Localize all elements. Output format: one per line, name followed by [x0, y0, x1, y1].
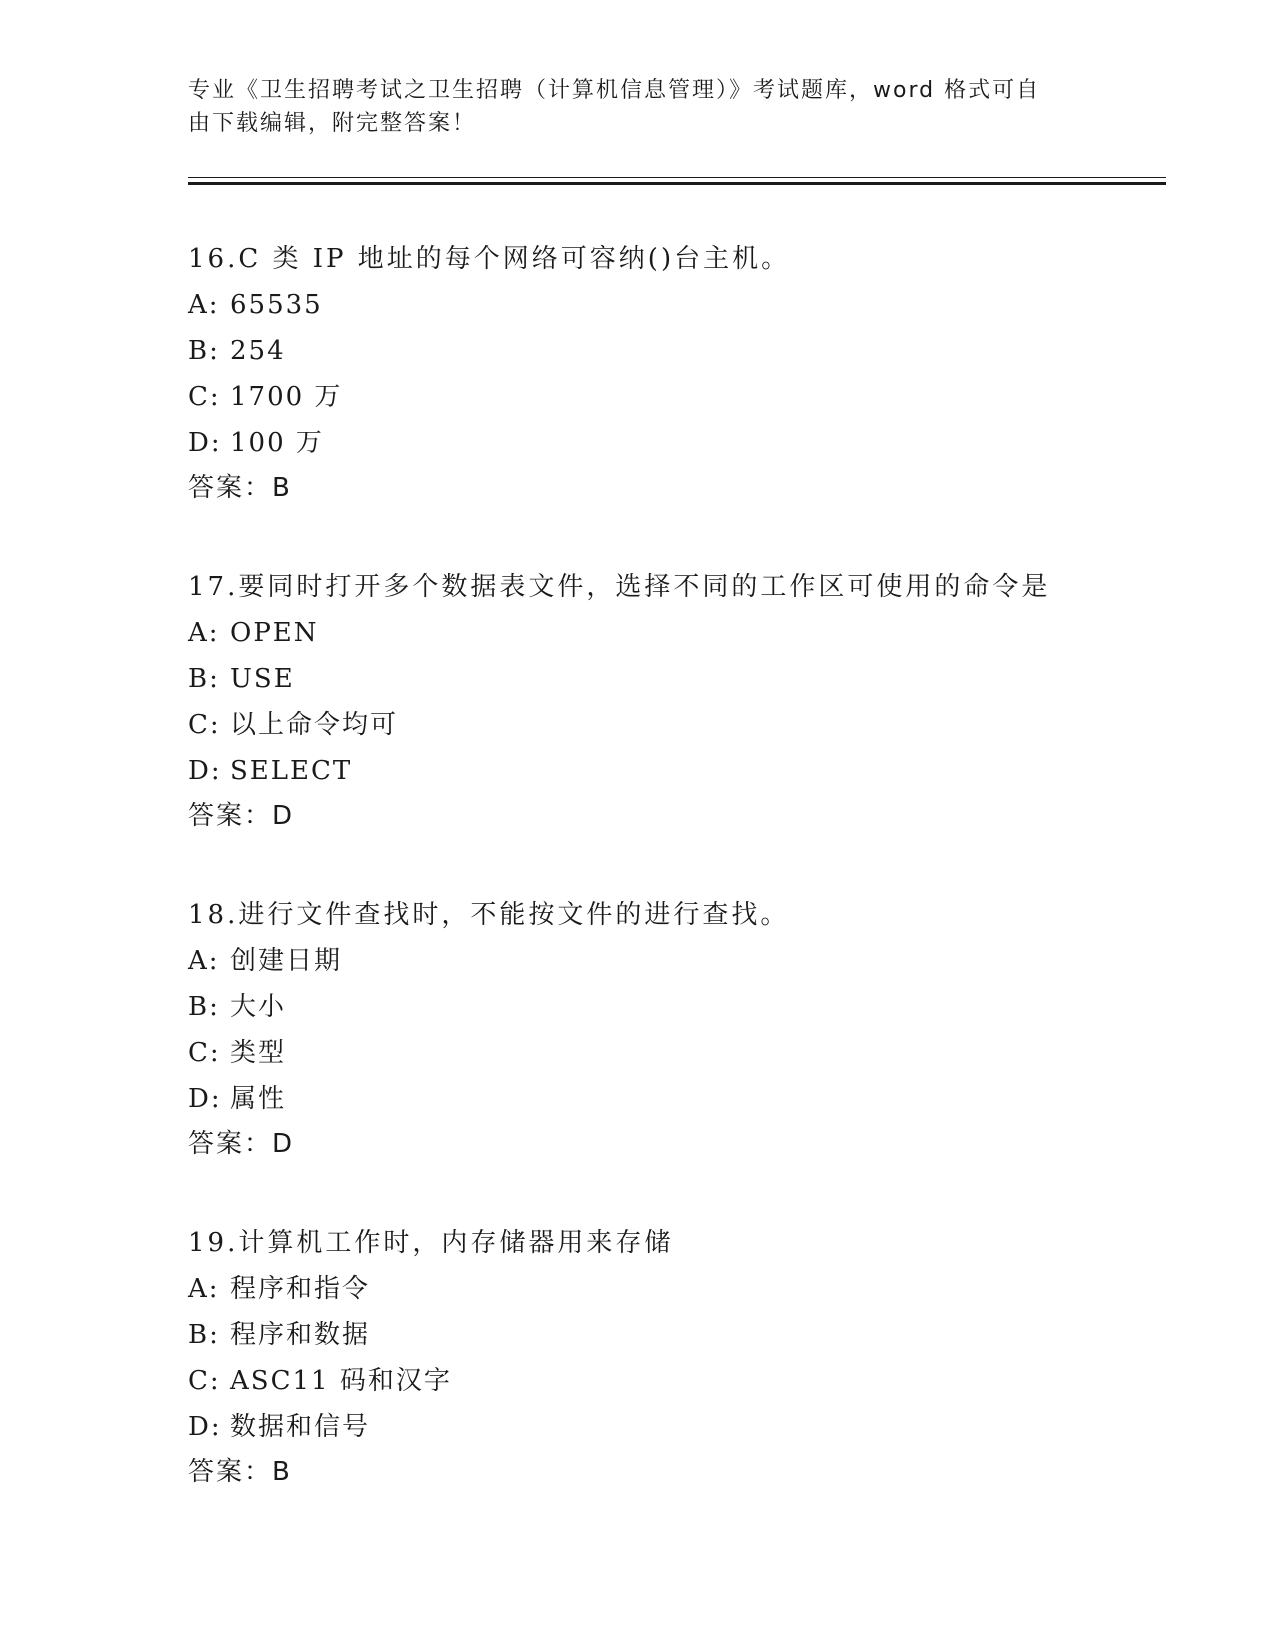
option-text: 属性	[230, 1084, 287, 1114]
option-letter: D:	[188, 1084, 222, 1114]
header-line-2: 由下载编辑，附完整答案！	[188, 111, 477, 136]
option-d	[188, 748, 1168, 794]
option-letter: C:	[188, 1366, 221, 1396]
header-divider-thin	[188, 177, 1166, 178]
option-letter: D:	[188, 1412, 222, 1442]
option-d	[188, 420, 1168, 466]
option-text: USE	[230, 664, 295, 694]
option-a	[188, 282, 1168, 328]
option-letter: C:	[188, 710, 221, 740]
question-list	[188, 236, 1168, 1548]
option-a	[188, 1266, 1168, 1312]
question-19	[188, 1220, 1168, 1494]
option-letter: C:	[188, 382, 221, 412]
option-text: 程序和指令	[230, 1274, 371, 1304]
answer: 答案：B	[188, 1457, 292, 1487]
option-b	[188, 656, 1168, 702]
option-text: 类型	[230, 1038, 287, 1068]
option-a	[188, 610, 1168, 656]
option-letter: A:	[188, 618, 220, 648]
option-text: 100 万	[230, 428, 324, 458]
question-stem: 19.计算机工作时，内存储器用来存储	[188, 1228, 674, 1258]
option-letter: D:	[188, 756, 222, 786]
option-letter: D:	[188, 428, 222, 458]
document-header	[188, 74, 1088, 140]
option-text: 254	[230, 336, 286, 366]
option-b	[188, 1312, 1168, 1358]
header-line-1: 专业《卫生招聘考试之卫生招聘（计算机信息管理）》考试题库，word 格式可自	[188, 78, 1041, 103]
option-text: 程序和数据	[230, 1320, 371, 1350]
option-text: SELECT	[230, 756, 353, 786]
option-text: 创建日期	[230, 946, 343, 976]
option-text: 1700 万	[230, 382, 343, 412]
option-text: ASC11 码和汉字	[230, 1366, 452, 1396]
option-c	[188, 1358, 1168, 1404]
option-letter: A:	[188, 1274, 220, 1304]
option-b	[188, 328, 1168, 374]
option-d	[188, 1404, 1168, 1450]
question-stem: 18.进行文件查找时，不能按文件的进行查找。	[188, 900, 790, 930]
option-c	[188, 702, 1168, 748]
option-a	[188, 938, 1168, 984]
option-letter: A:	[188, 290, 220, 320]
question-18	[188, 892, 1168, 1166]
answer: 答案：B	[188, 473, 292, 503]
option-letter: B:	[188, 664, 220, 694]
option-letter: B:	[188, 336, 220, 366]
header-divider-thick	[188, 182, 1166, 185]
option-c	[188, 374, 1168, 420]
option-letter: C:	[188, 1038, 221, 1068]
option-text: 数据和信号	[230, 1412, 371, 1442]
question-stem: 16.C 类 IP 地址的每个网络可容纳()台主机。	[188, 244, 791, 274]
option-text: OPEN	[230, 618, 319, 648]
option-b	[188, 984, 1168, 1030]
option-text: 65535	[230, 290, 323, 320]
option-text: 大小	[230, 992, 287, 1022]
option-c	[188, 1030, 1168, 1076]
question-16	[188, 236, 1168, 510]
option-text: 以上命令均可	[230, 710, 399, 740]
option-letter: A:	[188, 946, 220, 976]
option-d	[188, 1076, 1168, 1122]
answer: 答案：D	[188, 1129, 295, 1159]
answer: 答案：D	[188, 801, 295, 831]
option-letter: B:	[188, 992, 220, 1022]
option-letter: B:	[188, 1320, 220, 1350]
question-stem: 17.要同时打开多个数据表文件，选择不同的工作区可使用的命令是	[188, 572, 1051, 602]
question-17	[188, 564, 1168, 838]
